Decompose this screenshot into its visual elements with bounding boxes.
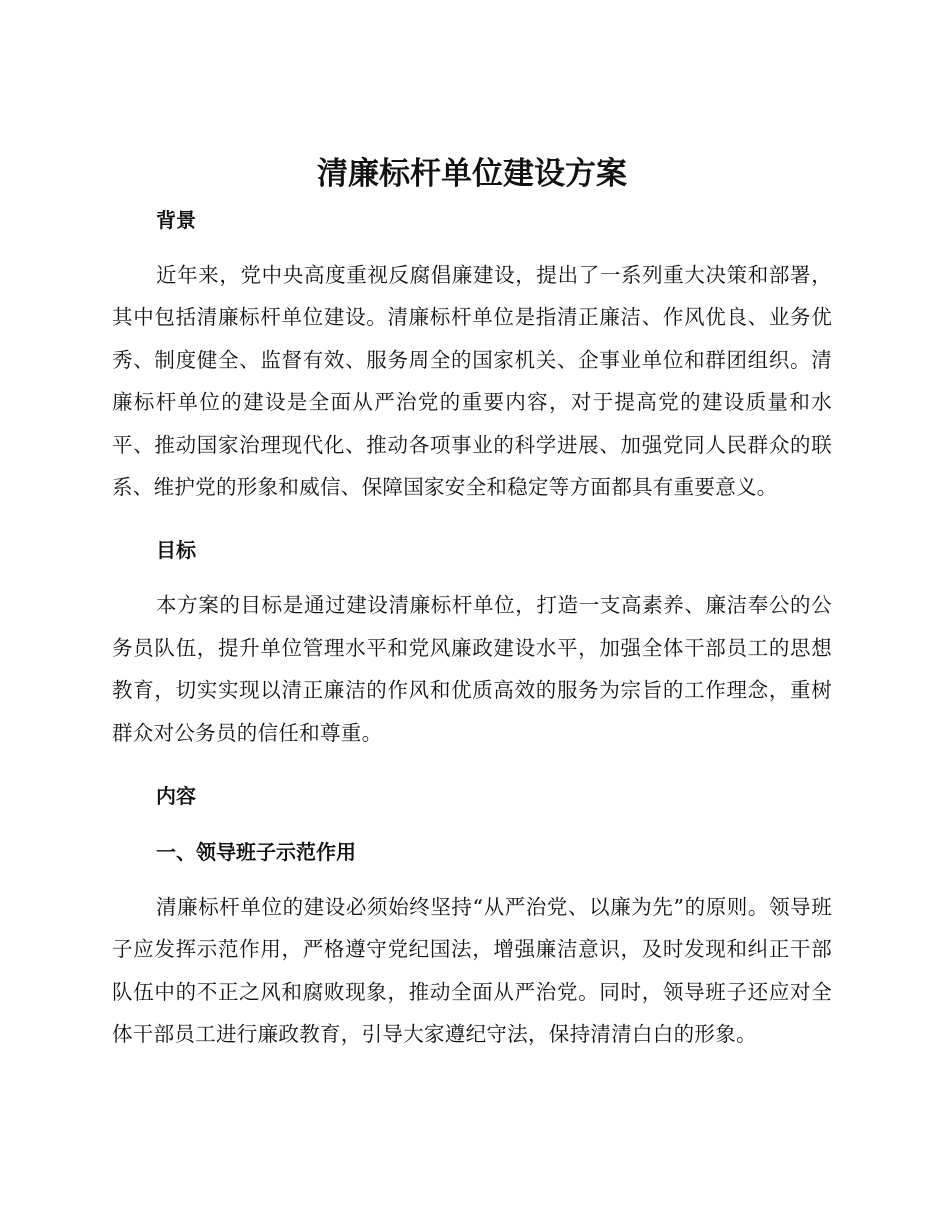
spacer (112, 874, 832, 886)
section-heading-goal: 目标 (156, 538, 196, 563)
spacer (112, 754, 832, 774)
spacer (112, 818, 832, 830)
section-paragraph-goal: 本方案的目标是通过建设清廉标杆单位，打造一支高素养、廉洁奉公的公务员队伍，提升单位管理水平和党风廉政建设水平，加强全体干部员工的思想教育，切实实现以清正廉洁的作风和优质高效的服务为宗旨的工作理念，重树群众对公务员的信任和尊重。 (112, 593, 832, 745)
section-heading-leadership: 一、领导班子示范作用 (156, 840, 356, 865)
spacer (112, 572, 832, 584)
section-paragraph-background: 近年来，党中央高度重视反腐倡廉建设，提出了一系列重大决策和部署，其中包括清廉标杆单位建设。清廉标杆单位是指清正廉洁、作风优良、业务优秀、制度健全、监督有效、服务周全的国家机关、企事业单位和群团组织。清廉标杆单位的建设是全面从严治党的重要内容，对于提高党的建设质量和水平、推动国家治理现代化、推动各项事业的科学进展、加强党同人民群众的联系、维护党的形象和威信、保障国家安全和稳定等方面都具有重要意义。 (112, 263, 832, 500)
document-title: 清廉标杆单位建设方案 (317, 156, 627, 192)
document-page (112, 150, 832, 1056)
section-heading-content: 内容 (156, 784, 196, 809)
spacer (112, 508, 832, 528)
spacer (112, 242, 832, 254)
section-paragraph-leadership: 清廉标杆单位的建设必须始终坚持“从严治党、以廉为先”的原则。领导班子应发挥示范作用，严格遵守党纪国法，增强廉洁意识，及时发现和纠正干部队伍中的不正之风和腐败现象，推动全面从严治党。同时，领导班子还应对全体干部员工进行廉政教育，引导大家遵纪守法，保持清清白白的形象。 (112, 895, 832, 1047)
section-heading-background: 背景 (156, 208, 196, 232)
